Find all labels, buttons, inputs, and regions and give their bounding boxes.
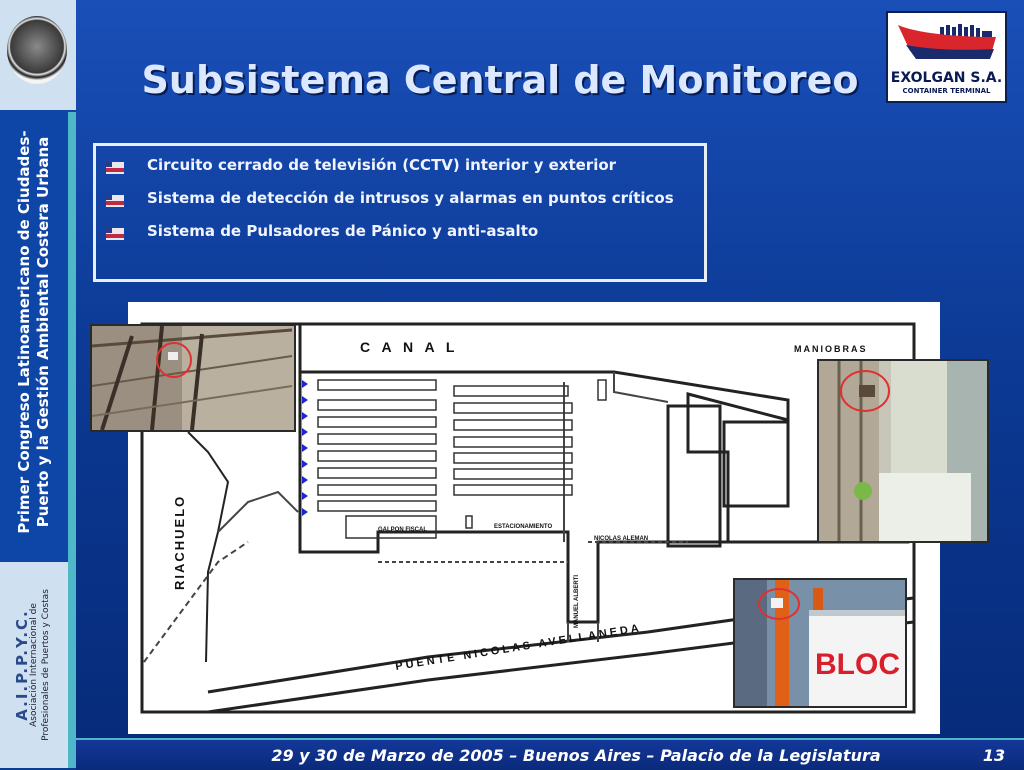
list-item <box>106 222 696 246</box>
list-item <box>106 189 696 213</box>
ship-icon <box>896 19 998 69</box>
berth-markers <box>302 380 308 516</box>
accent-divider <box>68 112 76 768</box>
label-riachuelo: RIACHUELO <box>172 494 187 590</box>
bullet-text: Sistema de detección de intrusos y alarmas en puntos críticos <box>147 189 674 207</box>
list-item <box>106 156 696 180</box>
bullet-text: Circuito cerrado de televisión (CCTV) interior y exterior <box>147 156 617 174</box>
conference-title-panel <box>0 112 68 552</box>
flag-bullet-icon <box>106 162 124 174</box>
association-logo <box>0 562 68 768</box>
bullet-list <box>93 143 707 282</box>
logo-company-name: EXOLGAN S.A. <box>890 70 1003 86</box>
label-estacionamiento: ESTACIONAMIENTO <box>494 524 553 530</box>
conference-title: Primer Congreso Latinoamericano de Ciudades-Puerto y la Gestión Ambiental Costera Urbana <box>15 130 52 534</box>
flag-bullet-icon <box>106 195 124 207</box>
label-manuel-alberti: MANUEL ALBERTI <box>574 575 580 628</box>
camera-photo-2 <box>817 359 989 543</box>
bullet-text: Sistema de Pulsadores de Pánico y anti-asalto <box>147 222 539 240</box>
footer-event-info: 29 y 30 de Marzo de 2005 – Buenos Aires – Palacio de la Legislatura <box>271 746 881 765</box>
label-galpon: GALPON FISCAL <box>378 527 427 533</box>
label-nicolas-aleman: NICOLAS ALEMAN <box>594 536 649 542</box>
seal-panel <box>0 0 76 110</box>
association-acronym: A.I.P.P.Y.C. <box>13 609 31 721</box>
label-puente: PUENTE NICOLAS AVELLANEDA <box>394 622 643 673</box>
flag-bullet-icon <box>106 228 124 240</box>
label-maniobras: MANIOBRAS <box>794 344 868 354</box>
label-canal: C A N A L <box>360 339 459 355</box>
slide-title: Subsistema Central de Monitoreo <box>141 58 859 102</box>
container-stacks <box>318 380 606 538</box>
sign-text: BLOC <box>815 648 900 681</box>
camera-photo-2-image <box>819 361 987 541</box>
association-name-line1: Asociación Internacional de <box>29 603 39 727</box>
camera-photo-3-image <box>735 580 905 706</box>
page-number: 13 <box>982 746 1006 765</box>
city-seal-icon <box>7 16 67 84</box>
exolgan-logo <box>886 11 1007 103</box>
footer-bar <box>76 738 1024 770</box>
camera-photo-1 <box>90 324 296 432</box>
logo-subtitle: CONTAINER TERMINAL <box>902 87 991 95</box>
camera-photo-1-image <box>92 326 294 430</box>
association-name-line2: Profesionales de Puertos y Costas <box>41 589 51 741</box>
camera-photo-3 <box>733 578 907 708</box>
